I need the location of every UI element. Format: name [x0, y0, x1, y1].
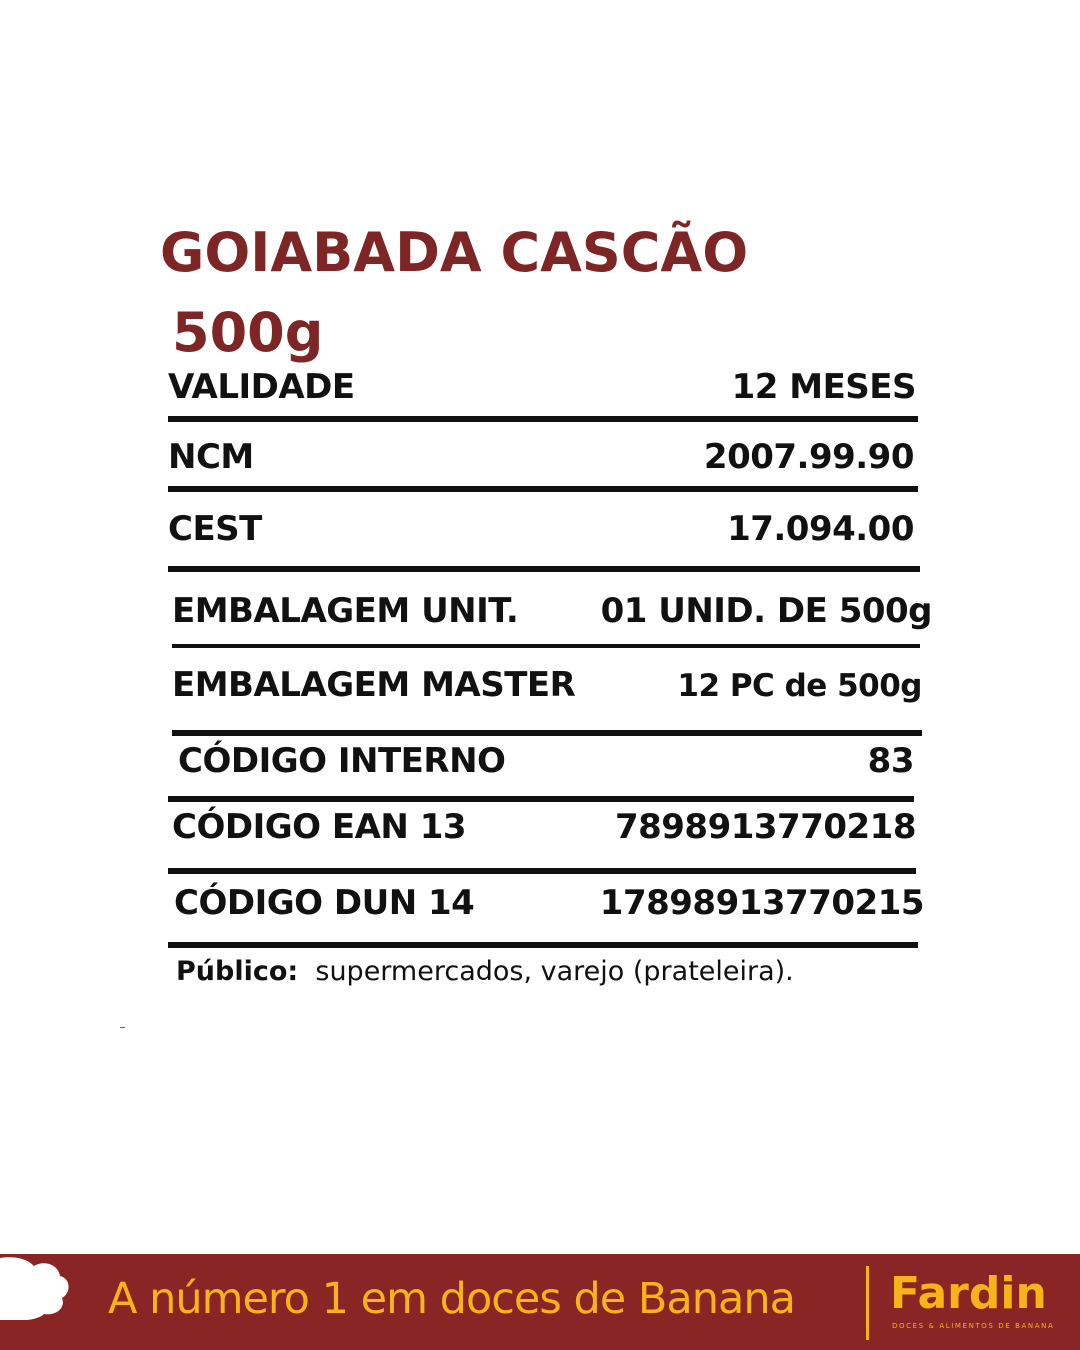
spec-row-validade: [168, 364, 918, 414]
product-title: GOIABADA CASCÃO: [160, 221, 749, 284]
spec-label: NCM: [168, 437, 254, 477]
spec-label: EMBALAGEM UNIT.: [172, 591, 519, 631]
spec-row-ncm: [168, 434, 918, 484]
product-weight: 500g: [172, 301, 324, 364]
brand-name: Fardin: [890, 1268, 1047, 1319]
spec-label: CEST: [168, 509, 262, 549]
row-divider: [168, 796, 914, 802]
spec-label: CÓDIGO INTERNO: [178, 741, 506, 781]
spec-label: CÓDIGO EAN 13: [172, 807, 467, 847]
row-divider: [168, 486, 918, 492]
spec-value: 7898913770218: [614, 807, 916, 847]
row-divider: [172, 730, 922, 736]
fardin-logo: [890, 1268, 1062, 1336]
spec-row-codigo-ean: [172, 804, 916, 854]
footer-slogan: A número 1 em doces de Banana: [108, 1274, 795, 1324]
spec-row-embalagem-master: [172, 662, 922, 712]
row-divider: [168, 868, 916, 874]
row-divider: [168, 416, 918, 422]
spec-row-codigo-interno: [178, 738, 914, 788]
cloud-shape-icon: [0, 1250, 80, 1320]
row-divider: [168, 942, 918, 948]
spec-label: EMBALAGEM MASTER: [172, 665, 576, 705]
stray-mark: [120, 1027, 125, 1028]
spec-value: 17898913770215: [599, 883, 924, 923]
spec-label: CÓDIGO DUN 14: [174, 883, 475, 923]
spec-value: 17.094.00: [727, 509, 914, 549]
brand-tagline: DOCES & ALIMENTOS DE BANANA: [892, 1322, 1055, 1330]
row-divider: [168, 566, 920, 572]
spec-value: 01 UNID. DE 500g: [600, 591, 932, 631]
spec-row-cest: [168, 506, 920, 556]
audience-label: Público:: [176, 956, 299, 987]
row-divider: [172, 644, 920, 648]
footer-divider: [866, 1266, 869, 1340]
spec-value: 12 PC de 500g: [677, 668, 922, 704]
spec-value: 12 MESES: [731, 367, 916, 407]
spec-value: 2007.99.90: [703, 437, 914, 477]
spec-value: 83: [867, 741, 914, 781]
audience-text: supermercados, varejo (prateleira).: [315, 956, 794, 987]
audience-note: [176, 956, 794, 987]
spec-row-codigo-dun: [174, 880, 924, 930]
spec-label: VALIDADE: [168, 367, 355, 407]
spec-row-embalagem-unit: [172, 588, 932, 638]
